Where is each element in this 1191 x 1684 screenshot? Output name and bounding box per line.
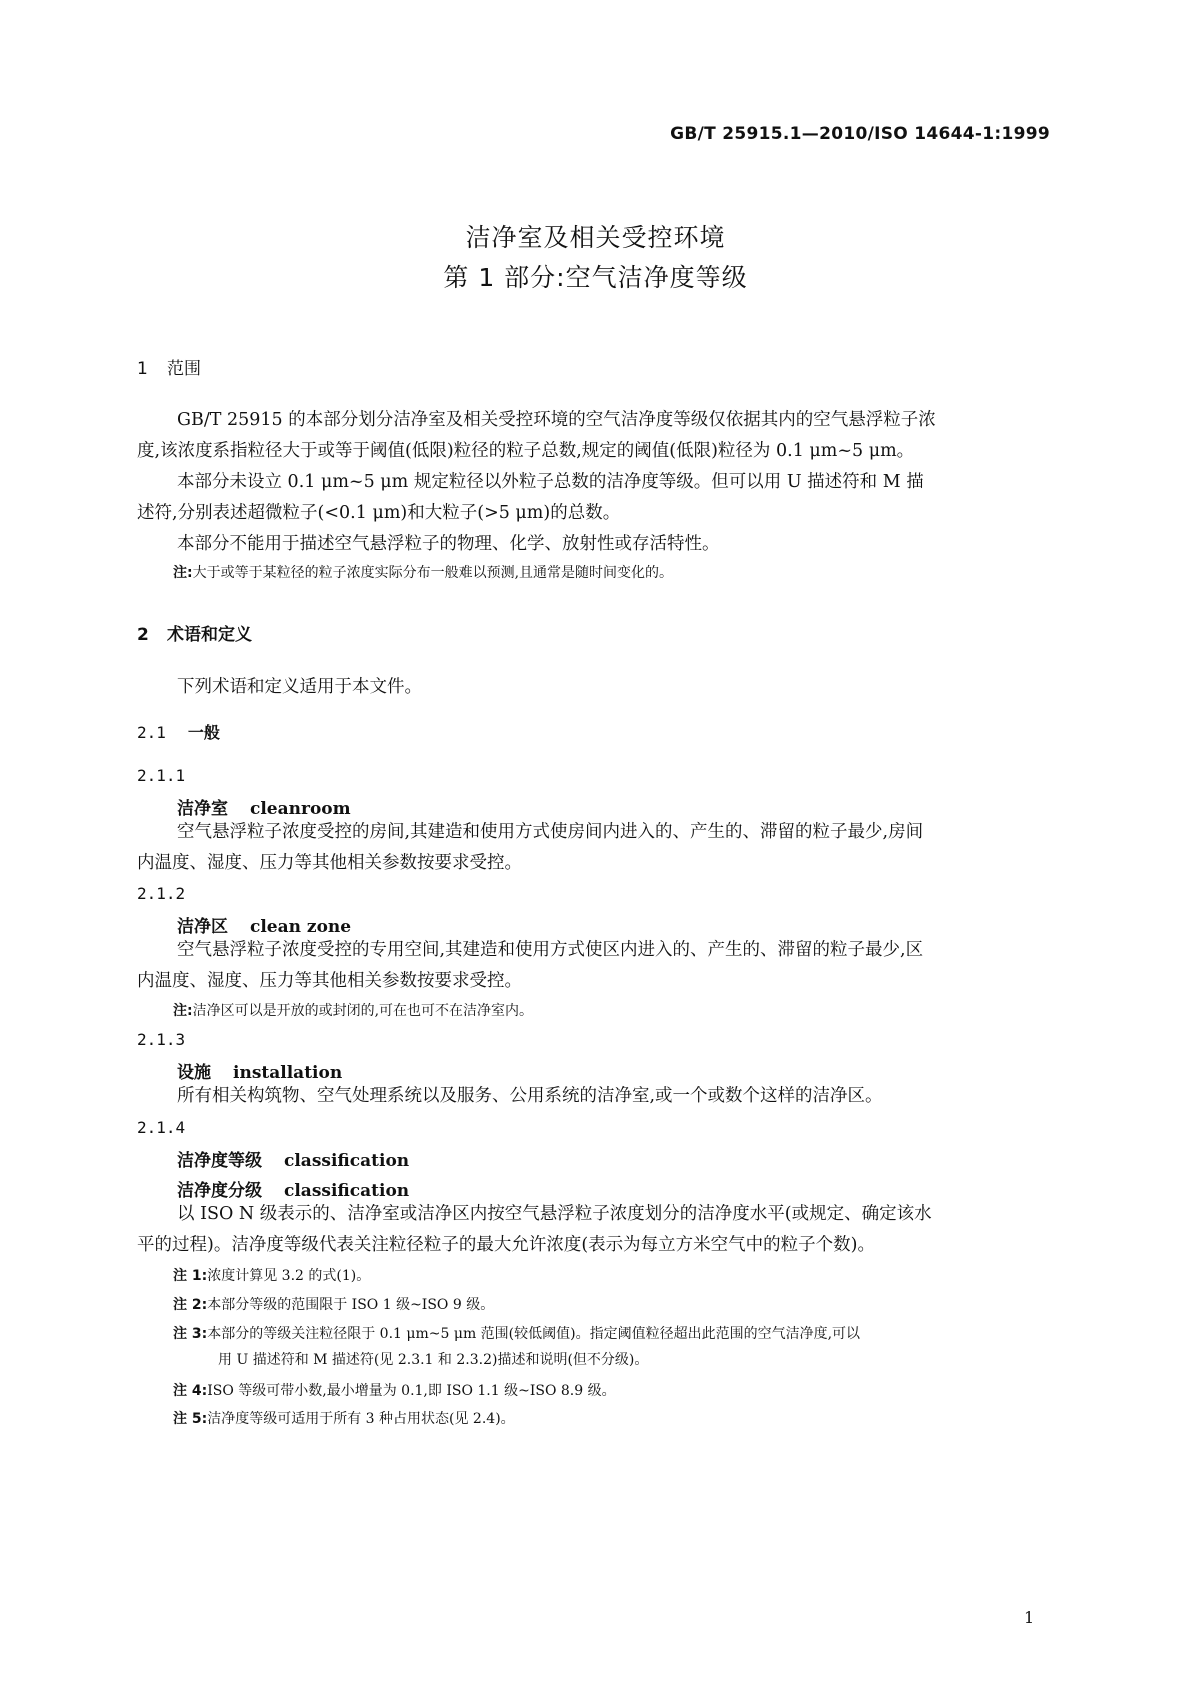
note-2 <box>173 1292 1053 1318</box>
note-label: 注 3: <box>173 1326 208 1342</box>
term-heading <box>177 794 351 819</box>
definition-continuation: 内温度、湿度、压力等其他相关参数按要求受控。 <box>137 853 522 873</box>
section-title: 范围 <box>167 359 201 379</box>
term-heading-alt <box>177 1176 409 1201</box>
term-heading <box>177 912 351 937</box>
standard-code: GB/T 25915.1—2010/ISO 14644-1:1999 <box>670 124 1050 144</box>
definition-continuation: 内温度、湿度、压力等其他相关参数按要求受控。 <box>137 971 522 991</box>
section-2-heading <box>137 620 252 645</box>
section-number: 1 <box>137 359 148 379</box>
note-label: 注: <box>173 1003 193 1019</box>
document-subtitle: 第 1 部分:空气洁净度等级 <box>443 263 748 292</box>
note-text: ISO 等级可带小数,最小增量为 0.1,即 ISO 1.1 级~ISO 8.9 级。 <box>207 1383 616 1399</box>
note-text: 洁净区可以是开放的或封闭的,可在也可不在洁净室内。 <box>192 1003 534 1019</box>
note-label: 注 2: <box>173 1297 208 1313</box>
note-text-continuation: 用 U 描述符和 M 描述符(见 2.3.1 和 2.3.2)描述和说明(但不分级)。 <box>218 1352 649 1368</box>
subsection-number: 2.1 <box>137 723 166 742</box>
paragraph: GB/T 25915 的本部分划分洁净室及相关受控环境的空气洁净度等级仅依据其内的空气悬浮粒子浓 <box>177 410 936 430</box>
note-text: 本部分等级的范围限于 ISO 1 级~ISO 9 级。 <box>207 1297 495 1313</box>
note-label: 注 4: <box>173 1383 208 1399</box>
definition-continuation: 平的过程)。洁净度等级代表关注粒径粒子的最大允许浓度(表示为每立方米空气中的粒子个数)。 <box>137 1235 875 1255</box>
term-definition <box>137 817 1055 879</box>
term-en: installation <box>233 1063 343 1083</box>
definition-line: 以 ISO N 级表示的、洁净室或洁净区内按空气悬浮粒子浓度划分的洁净度水平(或规定、确定该水 <box>177 1204 932 1224</box>
term-cn: 洁净度分级 <box>177 1181 262 1201</box>
note-5 <box>173 1406 1053 1432</box>
paragraph-continuation: 述符,分别表述超微粒子(<0.1 μm)和大粒子(>5 μm)的总数。 <box>137 503 621 523</box>
subsection-2-1-heading <box>137 720 220 743</box>
term-note <box>173 998 1053 1024</box>
note-1 <box>173 1263 1053 1289</box>
paragraph-continuation: 度,该浓度系指粒径大于或等于阈值(低限)粒径的粒子总数,规定的阈值(低限)粒径为 0.1 μm~5 μm。 <box>137 441 915 461</box>
section-1-body <box>137 405 1055 560</box>
term-number: 2.1.3 <box>137 1030 186 1049</box>
note-label: 注: <box>173 565 193 581</box>
document-title: 洁净室及相关受控环境 <box>465 223 726 252</box>
term-heading <box>177 1146 409 1171</box>
definition-line: 所有相关构筑物、空气处理系统以及服务、公用系统的洁净室,或一个或数个这样的洁净区。 <box>177 1086 883 1106</box>
definition-line: 空气悬浮粒子浓度受控的专用空间,其建造和使用方式使区内进入的、产生的、滞留的粒子最少,区 <box>177 940 924 960</box>
page-number: 1 <box>1024 1608 1035 1627</box>
note-label: 注 1: <box>173 1268 208 1284</box>
term-definition <box>137 935 1055 997</box>
term-definition <box>137 1199 1055 1261</box>
paragraph: 本部分不能用于描述空气悬浮粒子的物理、化学、放射性或存活特性。 <box>177 534 720 554</box>
term-cn: 洁净室 <box>177 799 228 819</box>
note-3 <box>173 1321 1053 1373</box>
note-text: 大于或等于某粒径的粒子浓度实际分布一般难以预测,且通常是随时间变化的。 <box>192 565 674 581</box>
term-number: 2.1.2 <box>137 884 186 903</box>
term-cn: 洁净区 <box>177 917 228 937</box>
term-en: classification <box>284 1181 410 1201</box>
section-2-intro <box>137 672 1055 703</box>
paragraph: 下列术语和定义适用于本文件。 <box>177 677 422 697</box>
note-text: 本部分的等级关注粒径限于 0.1 μm~5 μm 范围(较低阈值)。指定阈值粒径超出此范围的空气洁净度,可以 <box>207 1326 861 1342</box>
definition-line: 空气悬浮粒子浓度受控的房间,其建造和使用方式使房间内进入的、产生的、滞留的粒子最少,房间 <box>177 822 924 842</box>
term-number: 2.1.4 <box>137 1118 186 1137</box>
term-cn: 洁净度等级 <box>177 1151 262 1171</box>
section-1-heading <box>137 354 201 379</box>
term-number: 2.1.1 <box>137 766 186 785</box>
note-4 <box>173 1378 1053 1404</box>
term-en: cleanroom <box>250 799 351 819</box>
section-title: 术语和定义 <box>167 625 252 645</box>
term-en: clean zone <box>250 917 352 937</box>
subsection-title: 一般 <box>187 723 220 742</box>
note-label: 注 5: <box>173 1411 208 1427</box>
term-definition <box>137 1081 1055 1112</box>
note-text: 浓度计算见 3.2 的式(1)。 <box>207 1268 371 1284</box>
term-en: classification <box>284 1151 410 1171</box>
term-heading <box>177 1058 342 1083</box>
paragraph: 本部分未设立 0.1 μm~5 μm 规定粒径以外粒子总数的洁净度等级。但可以用 U 描述符和 M 描 <box>177 472 924 492</box>
term-cn: 设施 <box>177 1063 211 1083</box>
note-text: 洁净度等级可适用于所有 3 种占用状态(见 2.4)。 <box>207 1411 515 1427</box>
section-number: 2 <box>137 625 149 645</box>
section-1-note <box>173 560 1053 586</box>
